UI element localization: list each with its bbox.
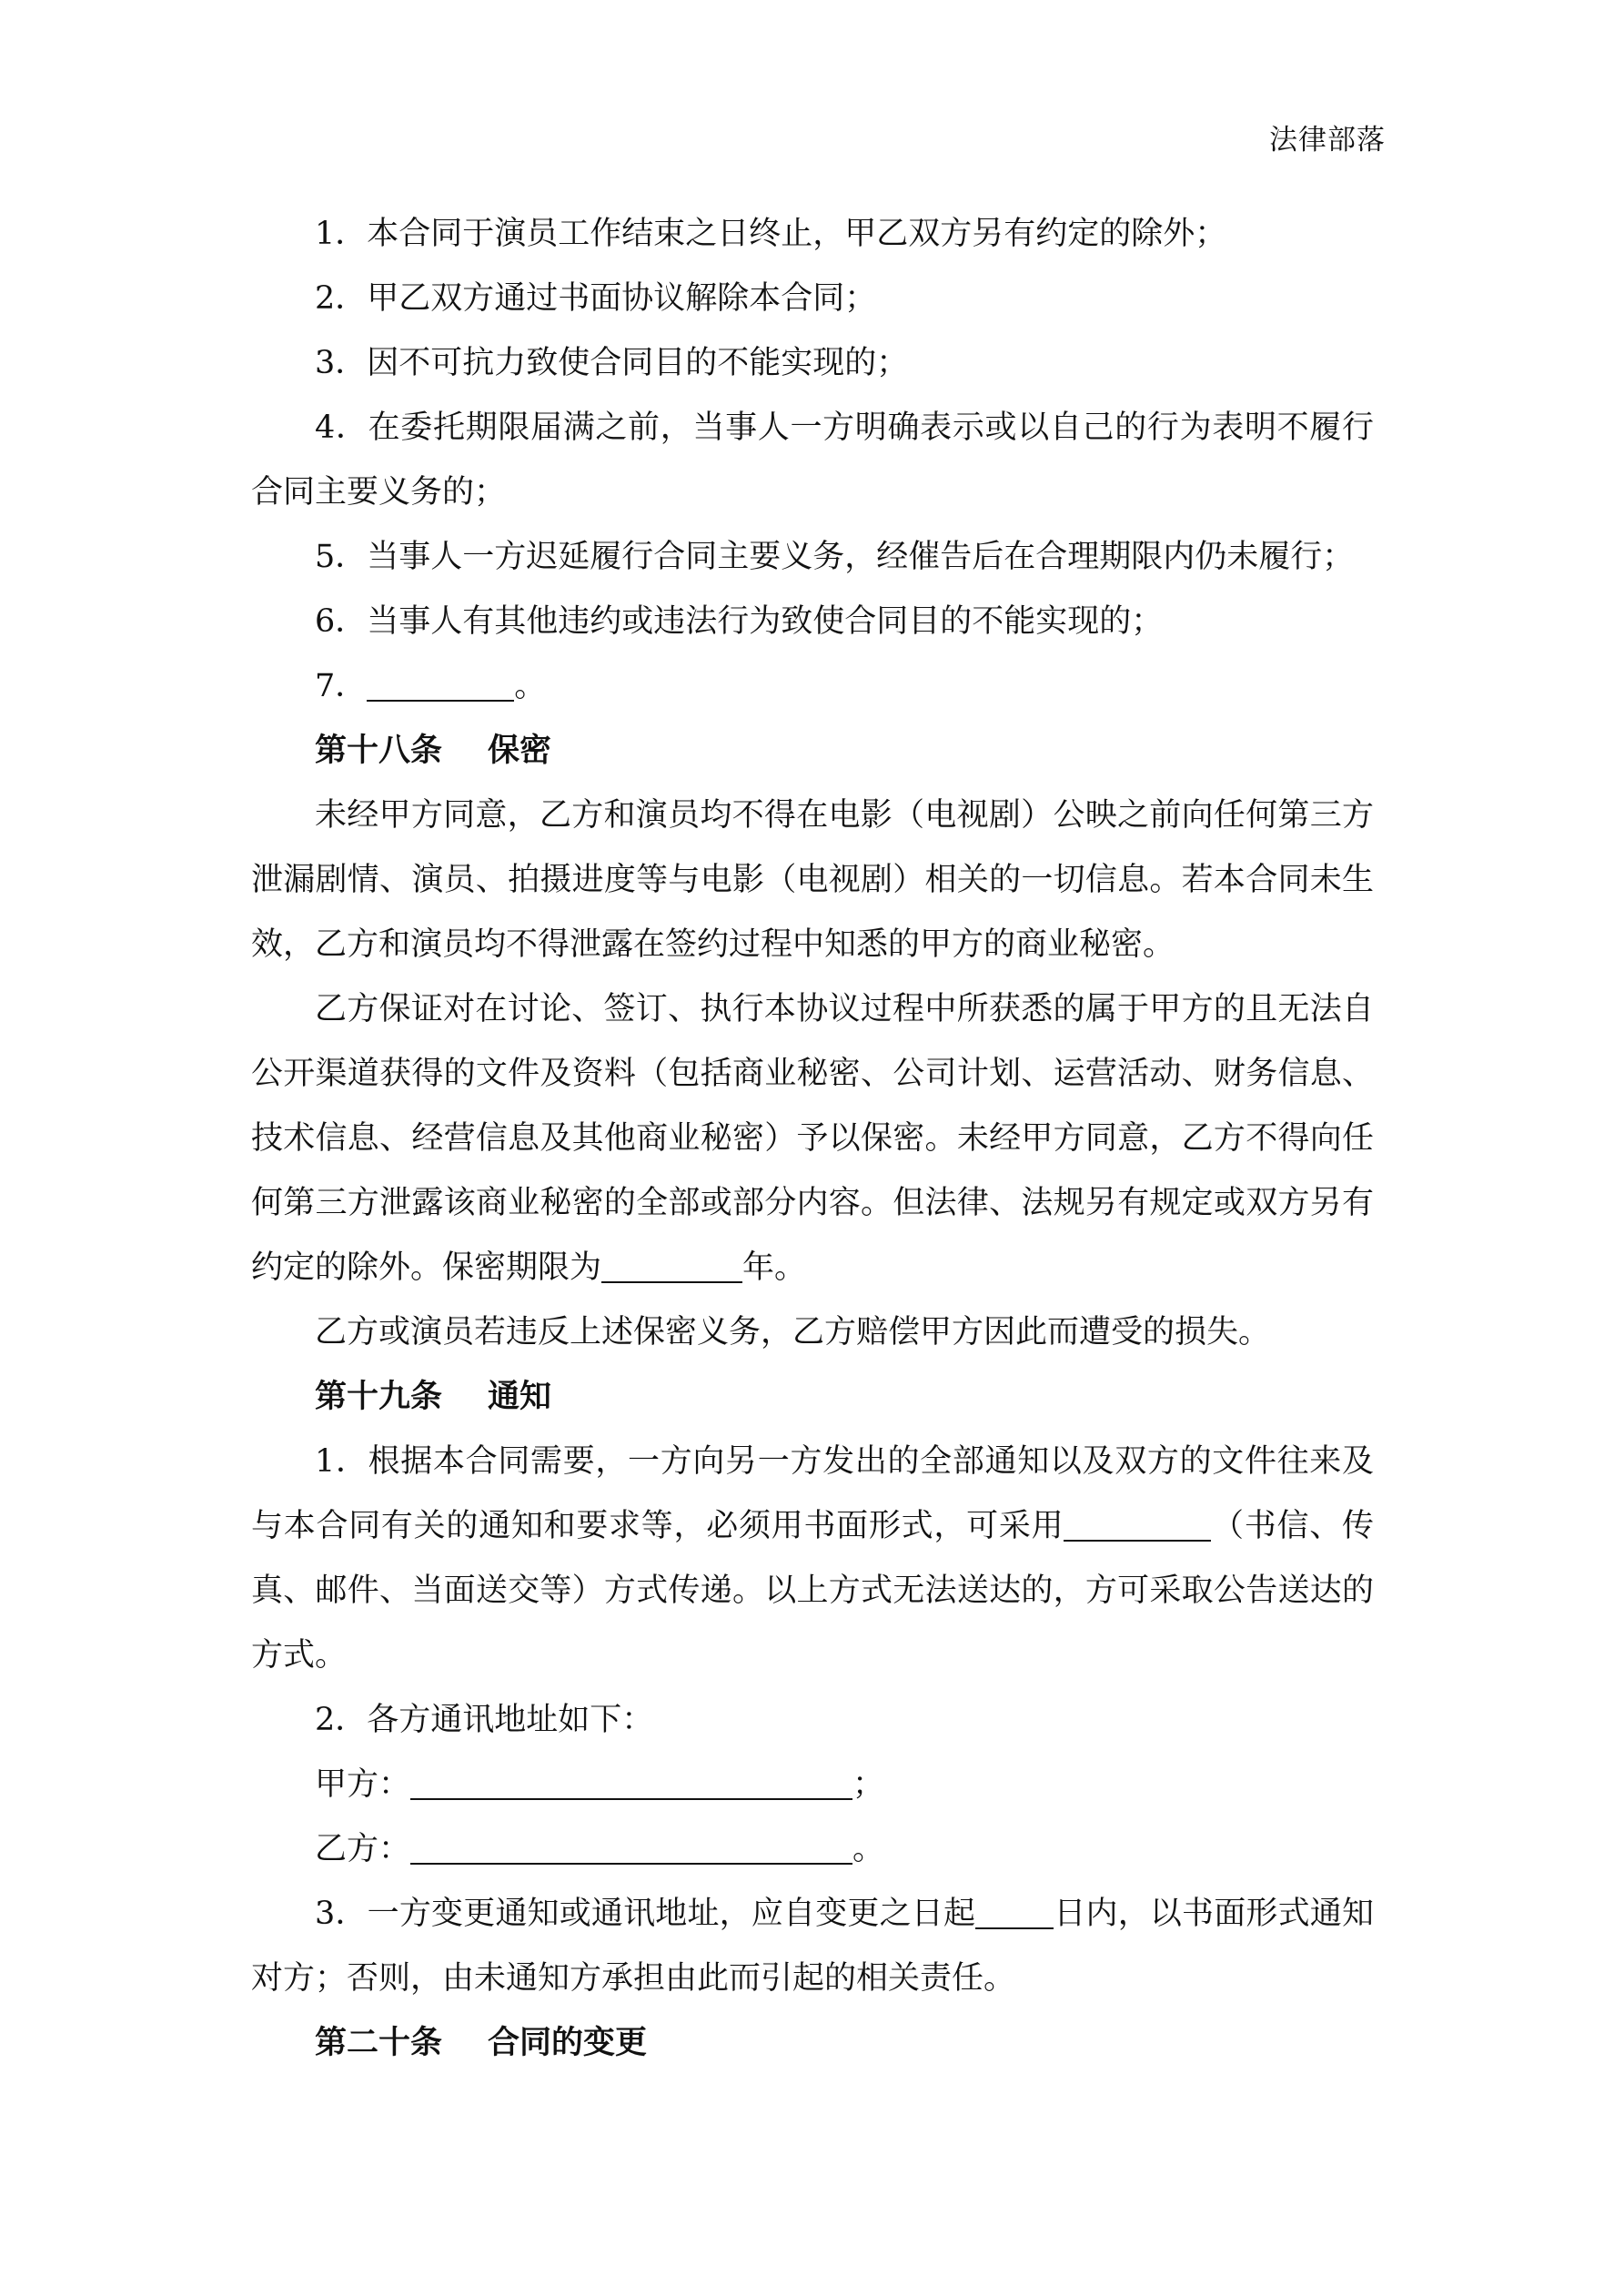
header-watermark: 法律部落 — [1269, 124, 1386, 157]
text-fragment: ； — [852, 1766, 885, 1803]
paragraph: 乙方或演员若违反上述保密义务，乙方赔偿甲方因此而遭受的损失。 — [315, 1314, 1271, 1350]
document-body — [251, 202, 1374, 2076]
article-heading — [251, 719, 1374, 784]
paragraph: 2．甲乙双方通过书面协议解除本合同； — [315, 280, 877, 317]
fill-in-blank — [367, 668, 514, 702]
paragraph-with-blank — [251, 1430, 1374, 1688]
article-title: 合同的变更 — [488, 2025, 648, 2061]
text-fragment: 乙方： — [315, 1831, 411, 1867]
article-title: 保密 — [488, 733, 552, 769]
text-fragment: 7． — [315, 668, 368, 704]
fill-in-blank — [410, 1766, 852, 1800]
article-title: 通知 — [488, 1379, 552, 1415]
text-fragment: 乙方保证对在讨论、签订、执行本协议过程中所获悉的属于甲方的且无法自公开渠道获得的文件及资料（包括商业秘密、公司计划、运营活动、财务信息、技术信息、经营信息及其他商业秘密）予以保密。未经甲方同意，乙方不得向任何第三方泄露该商业秘密的全部或部分内容。但法律、法规另有规定或双方另有约定的除外。保密期限为 — [251, 991, 1374, 1286]
article-number: 第十八条 — [315, 733, 443, 769]
article-heading — [251, 2011, 1374, 2076]
text-fragment: 年。 — [742, 1249, 807, 1286]
paragraph-with-blank — [251, 977, 1374, 1300]
fill-in-blank — [1064, 1508, 1211, 1542]
paragraph: 1．本合同于演员工作结束之日终止，甲乙双方另有约定的除外； — [315, 216, 1227, 252]
fill-in-blank — [975, 1896, 1054, 1929]
paragraph: 未经甲方同意，乙方和演员均不得在电影（电视剧）公映之前向任何第三方泄漏剧情、演员、拍摄进度等与电影（电视剧）相关的一切信息。若本合同未生效，乙方和演员均不得泄露在签约过程中知悉的甲方的商业秘密。 — [251, 797, 1374, 963]
paragraph: 3．因不可抗力致使合同目的不能实现的； — [315, 345, 909, 381]
paragraph: 5．当事人一方迟延履行合同主要义务，经催告后在合理期限内仍未履行； — [315, 539, 1355, 575]
text-fragment: 3．一方变更通知或通讯地址，应自变更之日起 — [315, 1896, 976, 1932]
text-fragment: 。 — [852, 1831, 885, 1867]
paragraph-with-blank — [251, 1817, 1374, 1882]
text-fragment: 1．根据本合同需要，一方向另一方发出的全部通知以及双方的文件往来及与本合同有关的通知和要求等，必须用书面形式，可采用 — [251, 1443, 1374, 1544]
fill-in-blank — [410, 1831, 852, 1865]
fill-in-blank — [601, 1249, 742, 1283]
paragraph-with-blank — [251, 1882, 1374, 2011]
article-number: 第十九条 — [315, 1379, 443, 1415]
paragraph: 4．在委托期限届满之前，当事人一方明确表示或以自己的行为表明不履行合同主要义务的； — [251, 410, 1374, 511]
article-number: 第二十条 — [315, 2025, 443, 2061]
article-heading — [251, 1365, 1374, 1430]
paragraph-with-blank — [251, 1753, 1374, 1817]
paragraph: 2．各方通讯地址如下： — [315, 1702, 654, 1738]
text-fragment: 甲方： — [315, 1766, 411, 1803]
paragraph-with-blank — [251, 654, 1374, 719]
text-fragment: （书信、传真、邮件、当面送交等）方式传递。以上方式无法送达的，方可采取公告送达的方式。 — [251, 1508, 1374, 1674]
text-fragment: 。 — [514, 668, 547, 704]
text-fragment: 日内，以书面形式通知对方；否则，由未通知方承担由此而引起的相关责任。 — [251, 1896, 1374, 1997]
paragraph: 6．当事人有其他违约或违法行为致使合同目的不能实现的； — [315, 603, 1164, 640]
